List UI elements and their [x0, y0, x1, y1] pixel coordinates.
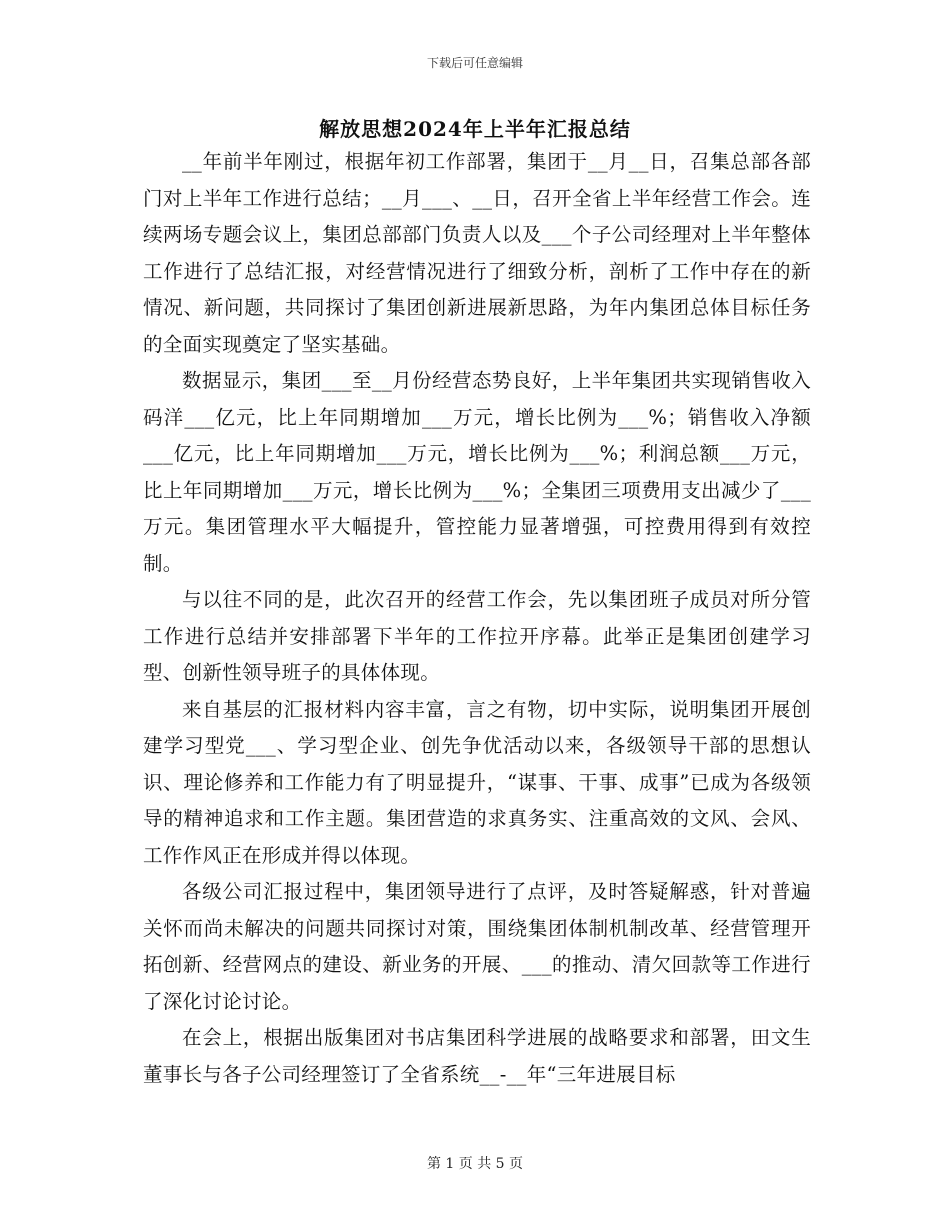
paragraph: 与以往不同的是，此次召开的经营工作会，先以集团班子成员对所分管工作进行总结并安排部署下半年的工作拉开序幕。此举正是集团创建学习型、创新性领导班子的具体体现。 — [143, 588, 811, 684]
header-note: 下载后可任意编辑 — [426, 56, 523, 70]
paragraph: 数据显示，集团___至__月份经营态势良好，上半年集团共实现销售收入码洋___亿元，比上年同期增加___万元，增长比例为___%；销售收入净额___亿元，比上年同期增加___万元，增长比例为___%；利润总额___万元，比上年同期增加___万元，增长比例为___%；全集团三项费用支出减少了___万元。集团管理水平大幅提升，管控能力显著增强，可控费用得到有效控制。 — [143, 369, 811, 575]
page-number: 第 1 页 共 5 页 — [426, 1156, 524, 1172]
paragraph: 各级公司汇报过程中，集团领导进行了点评，及时答疑解惑，针对普遍关怀而尚未解决的问题共同探讨对策，围绕集团体制机制改革、经营管理开拓创新、经营网点的建设、新业务的开展、___的推动、清欠回款等工作进行了深化讨论讨论。 — [143, 880, 811, 1013]
document-body — [143, 144, 811, 1093]
paragraph: 在会上，根据出版集团对书店集团科学进展的战略要求和部署，田文生董事长与各子公司经理签订了全省系统__-__年“三年进展目标 — [143, 1026, 811, 1086]
paragraph: __年前半年刚过，根据年初工作部署，集团于__月__日，召集总部各部门对上半年工作进行总结；__月___、__日，召开全省上半年经营工作会。连续两场专题会议上，集团总部部门负责人以及___个子公司经理对上半年整体工作进行了总结汇报，对经营情况进行了细致分析，剖析了工作中存在的新情况、新问题，共同探讨了集团创新进展新思路，为年内集团总体目标任务的全面实现奠定了坚实基础。 — [143, 150, 811, 356]
document-title: 解放思想2024年上半年汇报总结 — [319, 117, 631, 141]
paragraph: 来自基层的汇报材料内容丰富，言之有物，切中实际，说明集团开展创建学习型党___、学习型企业、创先争优活动以来，各级领导干部的思想认识、理论修养和工作能力有了明显提升，“谋事、干事、成事”已成为各级领导的精神追求和工作主题。集团营造的求真务实、注重高效的文风、会风、工作作风正在形成并得以体现。 — [143, 697, 811, 867]
